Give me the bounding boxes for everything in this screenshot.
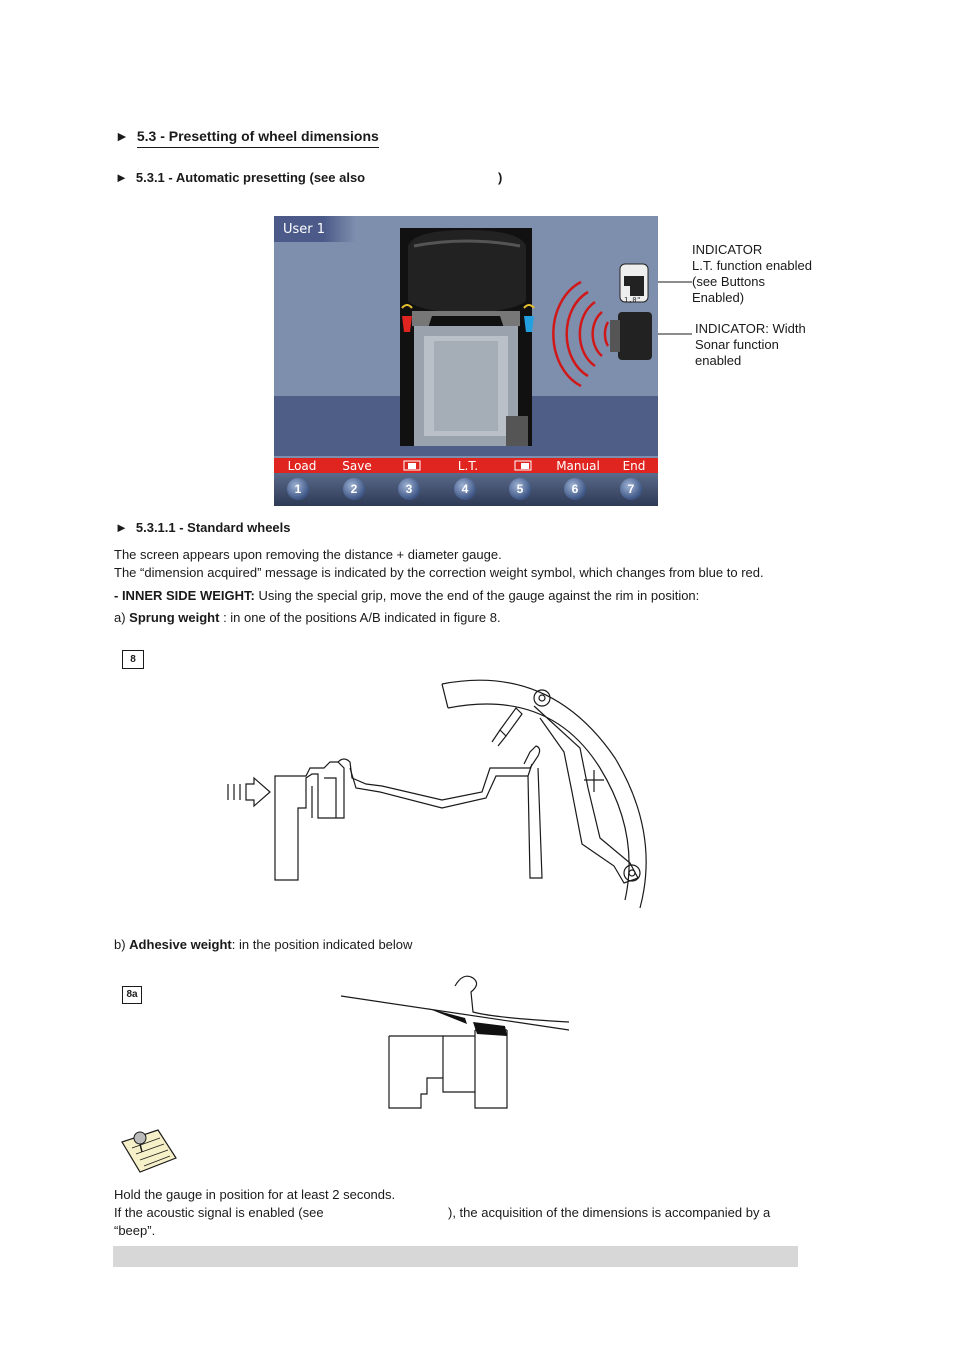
wheel-illustration <box>274 216 658 458</box>
key-4-button[interactable]: 4 <box>454 478 476 500</box>
menu-wheel-icon[interactable] <box>384 459 440 474</box>
menu-lt[interactable]: L.T. <box>457 459 479 473</box>
paragraph-adhesive <box>114 936 412 953</box>
key-2-button[interactable]: 2 <box>343 478 365 500</box>
lt-value: 1,0" <box>624 296 641 304</box>
inner-side-label: - INNER SIDE WEIGHT: <box>114 588 255 603</box>
note-hold-gauge: Hold the gauge in position for at least 2 seconds. <box>114 1187 396 1202</box>
callout-sonar-line1: INDICATOR: Width <box>695 321 806 336</box>
paragraph-inner-side <box>114 587 699 604</box>
bullet-arrow-icon: ► <box>115 128 129 144</box>
footer-bar <box>113 1246 798 1267</box>
callout-lt <box>692 242 812 306</box>
note-acoustic-b: ), the acquisition of the dimensions is accompanied by a <box>448 1205 771 1220</box>
function-menu-bar <box>274 458 658 473</box>
figure-8-label: 8 <box>122 650 144 669</box>
adhesive-label: Adhesive weight <box>129 937 232 952</box>
subsection-title-close: ) <box>498 170 503 185</box>
paragraph-sprung <box>114 609 501 626</box>
sonar-waves-icon <box>553 282 608 386</box>
note-acoustic-a: If the acoustic signal is enabled (see <box>114 1205 324 1220</box>
inner-side-text: Using the special grip, move the end of the gauge against the rim in position: <box>254 588 700 603</box>
callout-sonar-line2: Sonar function <box>695 337 779 352</box>
callout-lt-line3: (see Buttons <box>692 274 765 289</box>
adhesive-prefix: b) <box>114 937 130 952</box>
key-7-button[interactable]: 7 <box>620 478 642 500</box>
menu-manual[interactable]: Manual <box>556 459 600 473</box>
menu-end[interactable]: End <box>622 459 646 473</box>
gauge-tip-icon <box>427 1008 467 1024</box>
note-pin-icon <box>118 1124 180 1176</box>
bullet-arrow-icon: ► <box>115 520 128 535</box>
balancer-screen <box>274 216 658 506</box>
adhesive-text: : in the position indicated below <box>231 937 413 952</box>
menu-save[interactable]: Save <box>342 459 372 473</box>
subsection-title-text: 5.3.1 - Automatic presetting (see also <box>135 170 366 185</box>
section-title-text: 5.3 - Presetting of wheel dimensions <box>137 128 379 148</box>
callout-lt-line2: L.T. function enabled <box>692 258 812 273</box>
callout-sonar <box>695 321 806 369</box>
bullet-arrow-icon: ► <box>115 170 128 185</box>
guard-arc-inner <box>448 704 629 900</box>
figure-8a-label: 8a <box>122 986 142 1004</box>
key-1-button[interactable]: 1 <box>287 478 309 500</box>
figure-8a-diagram <box>335 968 575 1113</box>
menu-load[interactable]: Load <box>287 459 317 473</box>
sprung-prefix: a) <box>114 610 130 625</box>
callout-lt-line4: Enabled) <box>692 290 745 305</box>
figure-8-diagram <box>220 668 670 913</box>
key-6-button[interactable]: 6 <box>564 478 586 500</box>
sprung-label: Sprung weight <box>129 610 220 625</box>
subsubsection-title-text: 5.3.1.1 - Standard wheels <box>135 520 291 535</box>
subsubsection-title <box>115 520 291 535</box>
key-5-button[interactable]: 5 <box>509 478 531 500</box>
note-beep: “beep”. <box>114 1223 156 1238</box>
callout-lines <box>650 270 695 340</box>
sprung-text: : in one of the positions A/B indicated in figure 8. <box>219 610 501 625</box>
sonar-sensor-icon <box>618 312 652 360</box>
adhesive-weight-icon <box>473 1022 507 1036</box>
key-3-button[interactable]: 3 <box>398 478 420 500</box>
menu-wheel2-icon[interactable] <box>495 459 551 474</box>
paragraph-dimension-acquired: The “dimension acquired” message is indicated by the correction weight symbol, which changes from blue to red. <box>114 565 764 580</box>
user-label: User 1 <box>283 222 326 237</box>
paragraph-screen-appears: The screen appears upon removing the distance + diameter gauge. <box>114 547 502 562</box>
callout-sonar-line3: enabled <box>695 353 742 368</box>
callout-lt-line1: INDICATOR <box>692 242 763 257</box>
section-title <box>115 128 379 144</box>
key-bar <box>274 473 658 506</box>
subsection-title <box>115 170 365 185</box>
